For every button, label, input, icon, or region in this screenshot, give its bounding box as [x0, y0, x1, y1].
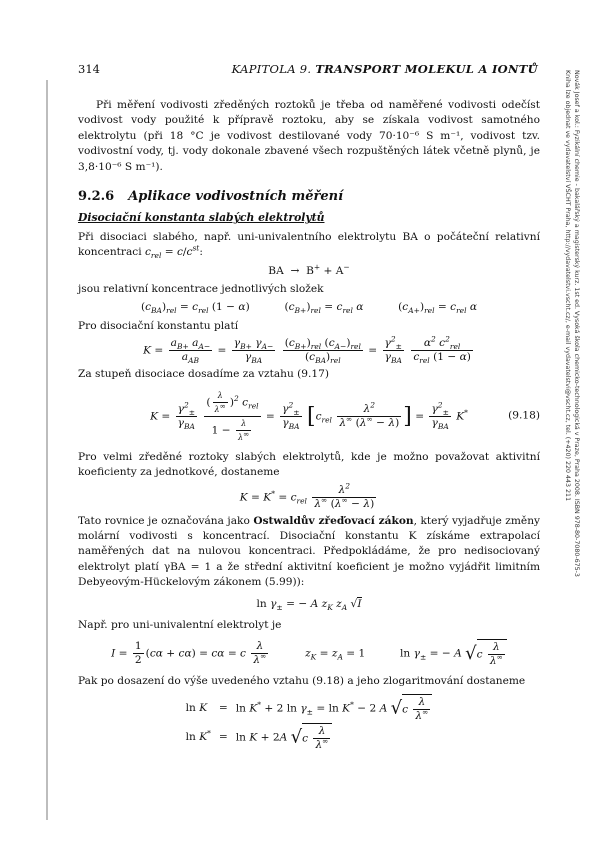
equation-ionic-strength: I = $\frac{1}{2}$ (cα + cα) = cα = c $\frac{\lambda}{\lambda^\infty}$ $z_K = z_A = 1$ $\ln \gamma_\pm$ = − A √c $\frac{\lambda}{\lambda^\infty}$ [78, 639, 540, 668]
paragraph-concentrations: jsou relativní koncentrace jednotlivých složek [78, 283, 324, 296]
page-number: 314 [78, 62, 100, 76]
paragraph-ionic-strength: Např. pro uni-univalentní elektrolyt je [78, 618, 282, 631]
equation-number: (9.18) [508, 409, 540, 422]
paragraph-constant: Pro disociační konstantu platí [78, 319, 239, 332]
intro-paragraph: Při měření vodivosti zředěných roztoků je třeba od naměřené vodivosti odečíst vodivost vody použité k přípravě roztoku, aby se získala vodivost samotného elektrolytu (při 18 °C je vodivost destilované vody 70·10⁻⁶ S m⁻¹, vodivost tzv. vodivostní vody, tj. vody dokonale zbavené všech rozpuštěných látek včetně plynů, je 3,8·10⁻⁶ S m⁻¹). [78, 99, 540, 173]
page-body [78, 98, 540, 756]
paragraph-ostwald-law: Tato rovnice je označována jako Ostwaldův zřeďovací zákon, který vyjadřuje změny molární vodivosti s koncentrací. Disociační konstantu K získáme extrapolací naměřených dat na nulovou koncentraci. Předpokládáme, že pro nedisociovaný elektrolyt platí γBA = 1 a že střední aktivitní koeficient je možno vyjádřit limitním Debyeovým-Hückelovým zákonem (5.99)): [78, 514, 540, 589]
paragraph-dissociation: Při disociaci slabého, např. uni-univalentního elektrolytu BA o počáteční relativní koncentraci $c_{rel} = c/c^{st}$: [78, 230, 540, 261]
ostwald-law-term: Ostwaldův zřeďovací zákon [253, 514, 414, 527]
citation-sidenote: Novák Josef a kol.: Fyzikální chemie - bakalářský a magisterský kurz. 1st ed. Vysoká škola chemicko-technologická v Praze, Praha 2008. ISBN 978-80-7080-675-3 Kniha lze objednat ve vydavatelství VŠCHT Praha, http://vydavatelstvi.vscht.cz/, e-mail vydavatelstvi@vscht.cz, tel. (+420) 220 443 211 [564, 70, 580, 577]
paragraph-substitution: Za stupeň disociace dosadíme za vztahu (9.17) [78, 368, 330, 381]
paragraph-final: Pak po dosazení do výše uvedeného vztahu (9.18) a jeho zlogaritmování dostaneme [78, 675, 526, 688]
equation-dissociation-constant: K = $\frac{a_{B+} a_{A-}}{a_{AB}}$ = $\frac{\gamma_{B+} \gamma_{A-}}{\gamma_{BA}}$ $\frac{(c_{B+})_{rel} (c_{A-})_{rel}}{(c_{BA})_{rel}}$ = $\frac{\gamma^2_\pm}{\gamma_{BA}}$ $\frac{\alpha^2 c^2_{rel}}{c_{rel} (1 - \alpha)}$ [143, 334, 471, 366]
section-heading: 9.2.6 Aplikace vodivostních měření [78, 189, 344, 205]
equation-9-18: K = $\frac{\gamma^2_\pm}{\gamma_{BA}}$ ( $\frac{\lambda}{\lambda^\infty}$ )$^2$ $c_{rel}$ 1 − $\frac{\lambda}{\lambda^\infty}$ = $\frac{\gamma^2_\pm}{\gamma_{BA}}$ [$c_{rel}$ $\frac{\lambda^2}{\lambda^\infty (\lambda^\infty - \lambda)}$ ] = $\frac{\gamma^2_\pm}{\gamma_{BA}}$ K* (9.18) [150, 390, 540, 442]
running-title: KAPITOLA 9. TRANSPORT MOLEKUL A IONTŮ [231, 62, 538, 76]
margin-bar [46, 80, 48, 820]
paragraph-dilute: Pro velmi zředěné roztoky slabých elektrolytů, kde je možno považovat aktivitní koeficienty za jednotkové, dostaneme [78, 450, 540, 479]
equation-debye-huckel: $\ln \gamma_\pm$ = − A $z_K$ $z_A$ √I [256, 597, 362, 612]
equation-log-form: ln K = ln K* + 2 $\ln \gamma_\pm = \ln K^* - 2$ A √c $\frac{\lambda}{\lambda^\infty}$ ln K* = ln K + 2A √c $\frac{\lambda}{\lambda^\infty}$ [78, 694, 540, 752]
equation-dissociation: BA → B+ + A− [268, 262, 350, 277]
equation-ostwald: $K = K^* = c_{rel}$ $\frac{\lambda^2}{\lambda^\infty (\lambda^\infty - \lambda)}$ [239, 480, 375, 510]
subsection-heading: Disociační konstanta slabých elektrolytů [78, 211, 325, 225]
equation-concentrations: $(c_{BA})_{rel} = c_{rel}$ (1 − α) $(c_{B+})_{rel} = c_{rel}$ α $(c_{A+})_{rel} = c_{rel}$ α [140, 301, 478, 316]
